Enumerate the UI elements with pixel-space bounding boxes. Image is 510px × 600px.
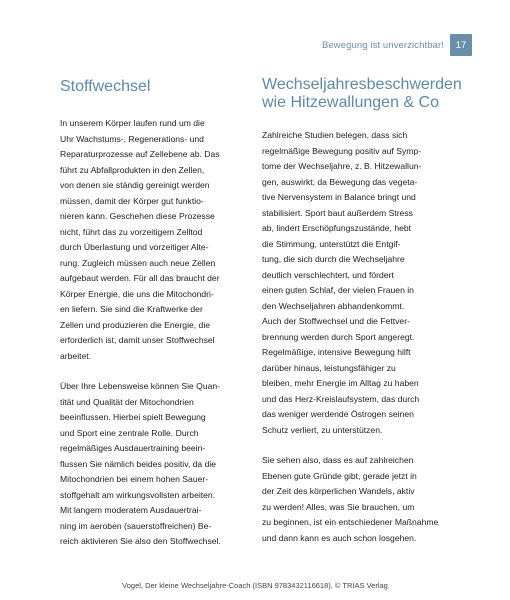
text-line: Reparaturprozesse auf Zellebene ab. Das xyxy=(60,149,220,159)
text-line: reich aktivieren Sie also den Stoffwechsel. xyxy=(60,536,221,546)
paragraph xyxy=(60,379,246,550)
text-line: Zahlreiche Studien belegen, dass sich xyxy=(262,130,408,140)
text-line: nicht, führt das zu vorzeitigem Zelltod xyxy=(60,226,203,237)
paragraph xyxy=(262,128,448,438)
right-column xyxy=(262,66,462,561)
text-line: stoffgehalt am wirkungsvollsten arbeiten. xyxy=(60,489,216,500)
text-line: zu beginnen, ist ein entschiedener Maßnahme xyxy=(262,517,439,527)
text-line: tung, die sich durch die Wechseljahre xyxy=(262,254,405,264)
text-line: und das Herz-Kreislaufsystem, das durch xyxy=(262,393,420,404)
paragraph xyxy=(262,453,448,546)
text-line: der Zeit des körperlichen Wandels, aktiv xyxy=(262,486,415,496)
text-line: die Stimmung, unterstützt die Entgif- xyxy=(262,238,401,249)
text-line: Sie sehen also, dass es auf zahlreichen xyxy=(262,455,414,465)
text-line: ab, lindert Erschöpfungszustände, hebt xyxy=(262,223,412,233)
paragraph xyxy=(60,116,246,364)
section-heading-stoffwechsel: Stoffwechsel xyxy=(60,78,151,95)
text-line: deutlich verschlechtert, und fördert xyxy=(262,269,394,280)
text-line: beeinflussen. Hierbei spielt Bewegung xyxy=(60,412,206,422)
text-line: regelmäßige Bewegung positiv auf Symp- xyxy=(262,145,422,156)
text-line: Auch der Stoffwechsel und die Fettver- xyxy=(262,316,410,326)
text-line: nieren kann. Geschehen diese Prozesse xyxy=(60,211,215,221)
text-line: tome der Wechseljahre, z. B. Hitzewallun- xyxy=(262,161,422,171)
text-line: darüber hinaus, leistungsfähiger zu xyxy=(262,362,396,373)
text-line: regelmäßiges Ausdauertraining beein- xyxy=(60,443,206,453)
text-line: das weniger werdende Östrogen seinen xyxy=(262,409,414,419)
page-number: 17 xyxy=(450,34,472,56)
text-line: und dann kann es auch schon losgehen. xyxy=(262,532,417,543)
text-line: tität und Qualität der Mitochondrien xyxy=(60,396,194,407)
text-line: tive Nervensystem in Balance bringt und xyxy=(262,192,416,202)
text-line: flussen Sie nämlich beides positiv, da die xyxy=(60,458,217,469)
text-line: führt zu Abfallprodukten in den Zellen, xyxy=(60,164,205,175)
heading-line: wie Hitzewallungen & Co xyxy=(262,94,439,111)
footer-citation: Vogel, Der kleine Wechseljahre-Coach (ISBN 9783432116618), © TRIAS Verlag xyxy=(122,581,388,590)
text-line: Ebenen gute Gründe gibt, gerade jetzt in xyxy=(262,470,417,481)
text-line: Uhr Wachstums-, Regenerations- und xyxy=(60,133,204,144)
text-line: Schutz verliert, zu unterstützen. xyxy=(262,424,383,435)
text-line: Mit langem moderatem Ausdauertrai- xyxy=(60,505,202,515)
text-line: Mitochondrien bei einem hohen Sauer- xyxy=(60,474,209,484)
text-line: ning im aeroben (sauerstoffreichen) Be- xyxy=(60,520,212,531)
text-line: brennung werden durch Sport angeregt. xyxy=(262,331,415,342)
text-line: arbeitet. xyxy=(60,350,92,361)
text-line: und Sport eine zentrale Rolle. Durch xyxy=(60,427,199,438)
text-line: Körper Energie, die uns die Mitochondri- xyxy=(60,288,214,299)
text-line: Über Ihre Lebensweise können Sie Quan- xyxy=(60,381,221,391)
text-line: Regelmäßige, intensive Bewegung hilft xyxy=(262,347,411,357)
text-line: aufgebaut werden. Für all das braucht der xyxy=(60,273,220,283)
text-line: In unserem Körper laufen rund um die xyxy=(60,118,205,128)
text-line: bleiben, mehr Energie im Alltag zu haben xyxy=(262,378,419,388)
text-line: erforderlich ist, damit unser Stoffwechsel xyxy=(60,335,215,345)
text-line: müssen, damit der Körper gut funktio- xyxy=(60,195,204,206)
text-line: gen, auswirkt, da Bewegung das vegeta- xyxy=(262,176,418,187)
left-column xyxy=(60,66,246,565)
text-line: Zellen und produzieren die Energie, die xyxy=(60,319,211,330)
text-line: zu werden! Alles, was Sie brauchen, um xyxy=(262,501,415,512)
text-line: stabilisiert. Sport baut außerdem Stress xyxy=(262,207,413,218)
text-line: durch Überlastung und vorzeitiger Alte- xyxy=(60,242,209,252)
running-header xyxy=(322,34,472,56)
section-heading-wechseljahresbeschwerden xyxy=(262,76,462,112)
text-line: en liefern. Sie sind die Kraftwerke der xyxy=(60,304,203,314)
text-line: rung. Zugleich müssen auch neue Zellen xyxy=(60,257,216,268)
text-line: von denen sie ständig gereinigt werden xyxy=(60,180,210,190)
text-line: einen guten Schlaf, der vielen Frauen in xyxy=(262,285,414,295)
text-line: den Wechseljahren abhandenkommt. xyxy=(262,300,405,311)
heading-line: Wechseljahresbeschwerden xyxy=(262,76,462,93)
running-title: Bewegung ist unverzichtbar! xyxy=(321,39,444,51)
